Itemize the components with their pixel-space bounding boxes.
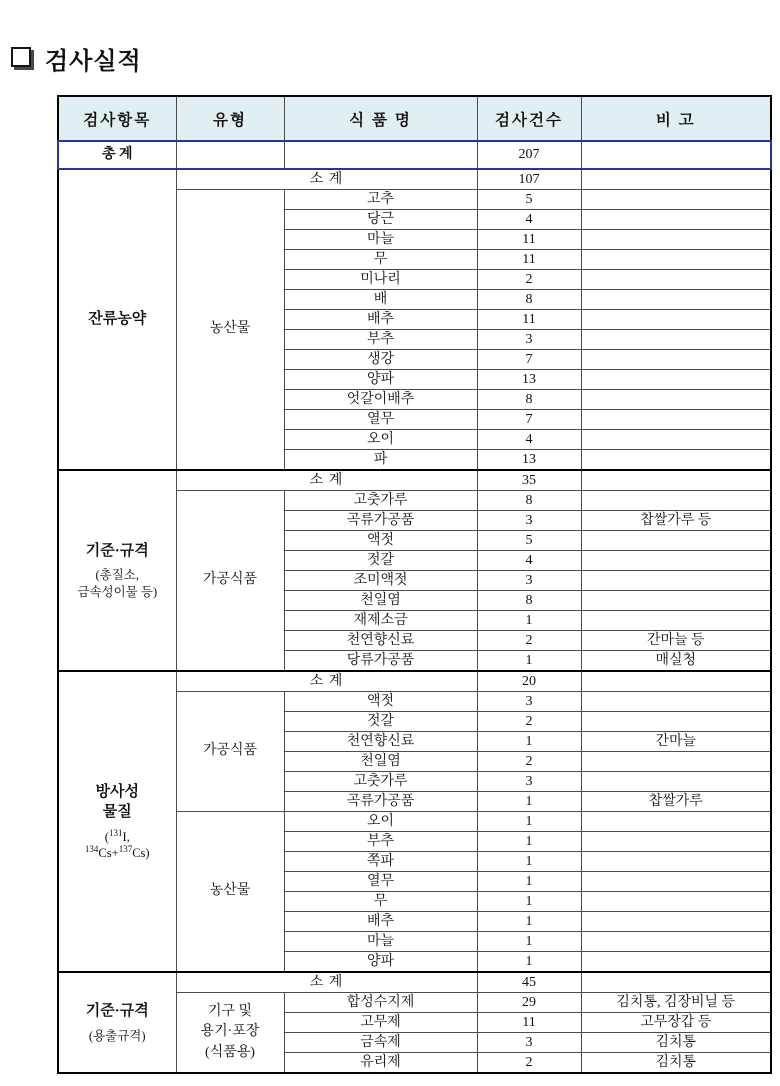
food-name-cell: 당류가공품 (284, 651, 477, 672)
inspection-count-cell: 8 (477, 390, 581, 410)
food-name-cell: 오이 (284, 812, 477, 832)
inspection-count-cell: 5 (477, 190, 581, 210)
inspection-count-cell: 1 (477, 892, 581, 912)
table-header (58, 96, 771, 141)
empty-food-cell (284, 141, 477, 169)
item-main-label (59, 541, 176, 561)
item-sub-label (59, 1028, 176, 1044)
remark-cell (581, 712, 771, 732)
empty-note-cell (581, 470, 771, 491)
table-body (58, 141, 771, 1073)
remark-cell: 찹쌀가루 등 (581, 511, 771, 531)
item-main-line: 잔류농약 (88, 311, 147, 328)
remark-cell (581, 270, 771, 290)
inspection-count-cell: 3 (477, 330, 581, 350)
remark-cell: 김치통, 김장비닐 등 (581, 993, 771, 1013)
inspection-count-cell: 1 (477, 912, 581, 932)
remark-cell (581, 410, 771, 430)
food-name-cell: 미나리 (284, 270, 477, 290)
food-name-cell: 생강 (284, 350, 477, 370)
inspection-count-cell: 1 (477, 832, 581, 852)
item-sub-line: (용출규격) (88, 1028, 146, 1043)
food-type-cell (176, 692, 284, 812)
remark-cell (581, 892, 771, 912)
inspection-count-cell: 8 (477, 591, 581, 611)
section-subtotal-row (58, 671, 771, 692)
remark-cell (581, 952, 771, 973)
inspection-count-cell: 1 (477, 611, 581, 631)
inspection-count-cell: 13 (477, 370, 581, 390)
empty-type-cell (176, 141, 284, 169)
food-name-cell: 금속제 (284, 1033, 477, 1053)
inspection-count-cell: 3 (477, 571, 581, 591)
inspection-count-cell: 11 (477, 250, 581, 270)
food-name-cell: 오이 (284, 430, 477, 450)
inspection-count-cell: 3 (477, 1033, 581, 1053)
food-name-cell: 고춧가루 (284, 491, 477, 511)
inspection-count-cell: 4 (477, 430, 581, 450)
food-type-line: 가공식품 (202, 572, 258, 588)
column-header-1: 유형 (176, 96, 284, 141)
food-name-cell: 배 (284, 290, 477, 310)
item-sub-line: 금속성이물 등) (77, 584, 158, 599)
remark-cell (581, 692, 771, 712)
remark-cell (581, 190, 771, 210)
inspection-count-cell: 8 (477, 290, 581, 310)
remark-cell: 고무장갑 등 (581, 1013, 771, 1033)
inspection-count-cell: 11 (477, 1013, 581, 1033)
inspection-count-cell: 1 (477, 812, 581, 832)
food-name-cell: 배추 (284, 912, 477, 932)
subtotal-label: 소 계 (176, 671, 477, 692)
empty-note-cell (581, 972, 771, 993)
grand-total-count: 207 (477, 141, 581, 169)
document-title (11, 41, 142, 76)
food-name-cell: 유리제 (284, 1053, 477, 1074)
square-bullet-icon (11, 47, 31, 67)
inspection-count-cell: 2 (477, 712, 581, 732)
food-type-line: (식품용) (205, 1044, 255, 1060)
food-name-cell: 무 (284, 250, 477, 270)
inspection-count-cell: 3 (477, 692, 581, 712)
food-type-line: 용기·포장 (200, 1024, 260, 1040)
food-name-cell: 무 (284, 892, 477, 912)
remark-cell (581, 591, 771, 611)
food-name-cell: 쪽파 (284, 852, 477, 872)
remark-cell (581, 210, 771, 230)
food-name-cell: 파 (284, 450, 477, 471)
food-name-cell: 곡류가공품 (284, 792, 477, 812)
inspection-count-cell: 11 (477, 310, 581, 330)
isotope-superscript: 131 (108, 827, 123, 838)
remark-cell: 찹쌀가루 (581, 792, 771, 812)
food-type-cell (176, 491, 284, 672)
remark-cell (581, 230, 771, 250)
remark-cell: 간마늘 (581, 732, 771, 752)
remark-cell (581, 430, 771, 450)
remark-cell (581, 330, 771, 350)
remark-cell: 김치통 (581, 1053, 771, 1074)
item-sub-line: $^{134}$Cs+$^{137}$Cs) (84, 843, 150, 860)
inspection-count-cell: 1 (477, 852, 581, 872)
food-name-cell: 액젓 (284, 531, 477, 551)
inspection-count-cell: 4 (477, 210, 581, 230)
inspection-count-cell: 11 (477, 230, 581, 250)
section-subtotal-row (58, 470, 771, 491)
inspection-item-cell (58, 169, 176, 470)
empty-note-cell (581, 141, 771, 169)
inspection-item-cell (58, 470, 176, 671)
food-name-cell: 합성수지제 (284, 993, 477, 1013)
inspection-count-cell: 1 (477, 872, 581, 892)
subtotal-count: 20 (477, 671, 581, 692)
remark-cell (581, 912, 771, 932)
remark-cell (581, 551, 771, 571)
remark-cell (581, 531, 771, 551)
food-name-cell: 고무제 (284, 1013, 477, 1033)
column-header-0: 검사항목 (58, 96, 176, 141)
remark-cell (581, 390, 771, 410)
inspection-item-cell (58, 671, 176, 972)
inspection-count-cell: 7 (477, 350, 581, 370)
subtotal-label: 소 계 (176, 470, 477, 491)
item-main-line: 물질 (102, 804, 132, 821)
inspection-results-table (57, 95, 772, 1074)
page-title: 검사실적 (45, 49, 142, 75)
isotope-superscript: 134 (84, 843, 99, 854)
remark-cell: 간마늘 등 (581, 631, 771, 651)
food-name-cell: 천일염 (284, 591, 477, 611)
section-subtotal-row (58, 972, 771, 993)
item-sub-label (59, 829, 176, 862)
header-row (58, 96, 771, 141)
remark-cell (581, 491, 771, 511)
food-name-cell: 천연향신료 (284, 631, 477, 651)
item-sub-line: (총질소, (95, 568, 139, 583)
food-type-line: 농산물 (209, 321, 251, 337)
food-name-cell: 재제소금 (284, 611, 477, 631)
remark-cell (581, 872, 771, 892)
remark-cell (581, 852, 771, 872)
inspection-count-cell: 1 (477, 952, 581, 973)
remark-cell (581, 812, 771, 832)
subtotal-label: 소 계 (176, 972, 477, 993)
subtotal-count: 35 (477, 470, 581, 491)
item-sub-line: ($^{131}$I, (104, 827, 130, 844)
food-type-cell (176, 993, 284, 1074)
food-name-cell: 열무 (284, 872, 477, 892)
remark-cell (581, 290, 771, 310)
food-type-line: 가공식품 (202, 743, 258, 759)
food-name-cell: 양파 (284, 370, 477, 390)
item-main-label (59, 782, 176, 823)
remark-cell: 매실청 (581, 651, 771, 672)
isotope-superscript: 137 (118, 843, 133, 854)
food-name-cell: 엇갈이배추 (284, 390, 477, 410)
inspection-count-cell: 1 (477, 932, 581, 952)
item-main-line: 기준·규격 (85, 1003, 149, 1020)
inspection-count-cell: 7 (477, 410, 581, 430)
food-type-cell (176, 812, 284, 973)
inspection-count-cell: 8 (477, 491, 581, 511)
food-name-cell: 배추 (284, 310, 477, 330)
inspection-count-cell: 2 (477, 752, 581, 772)
inspection-count-cell: 3 (477, 511, 581, 531)
grand-total-row (58, 141, 771, 169)
inspection-count-cell: 2 (477, 270, 581, 290)
inspection-item-cell (58, 972, 176, 1073)
food-type-cell (176, 190, 284, 471)
item-main-label (59, 309, 176, 329)
food-name-cell: 젓갈 (284, 551, 477, 571)
inspection-count-cell: 4 (477, 551, 581, 571)
remark-cell (581, 752, 771, 772)
remark-cell (581, 772, 771, 792)
inspection-count-cell: 1 (477, 651, 581, 672)
remark-cell (581, 310, 771, 330)
empty-note-cell (581, 671, 771, 692)
section-subtotal-row (58, 169, 771, 190)
remark-cell (581, 611, 771, 631)
food-type-line: 농산물 (209, 883, 251, 899)
food-name-cell: 양파 (284, 952, 477, 973)
remark-cell (581, 350, 771, 370)
food-name-cell: 부추 (284, 330, 477, 350)
remark-cell (581, 450, 771, 471)
column-header-3: 검사건수 (477, 96, 581, 141)
subtotal-count: 107 (477, 169, 581, 190)
inspection-count-cell: 29 (477, 993, 581, 1013)
food-name-cell: 젓갈 (284, 712, 477, 732)
inspection-count-cell: 2 (477, 631, 581, 651)
inspection-count-cell: 1 (477, 732, 581, 752)
food-name-cell: 고춧가루 (284, 772, 477, 792)
food-name-cell: 액젓 (284, 692, 477, 712)
grand-total-label: 총 계 (58, 141, 176, 169)
food-name-cell: 부추 (284, 832, 477, 852)
remark-cell (581, 571, 771, 591)
item-main-label (59, 1001, 176, 1021)
food-type-line: 기구 및 (207, 1004, 253, 1020)
item-main-line: 기준·규격 (85, 543, 149, 560)
inspection-count-cell: 2 (477, 1053, 581, 1074)
food-name-cell: 조미액젓 (284, 571, 477, 591)
item-main-line: 방사성 (95, 784, 139, 800)
food-name-cell: 고추 (284, 190, 477, 210)
remark-cell: 김치통 (581, 1033, 771, 1053)
food-name-cell: 열무 (284, 410, 477, 430)
remark-cell (581, 932, 771, 952)
subtotal-label: 소 계 (176, 169, 477, 190)
inspection-count-cell: 1 (477, 792, 581, 812)
empty-note-cell (581, 169, 771, 190)
inspection-count-cell: 5 (477, 531, 581, 551)
item-sub-label (59, 567, 176, 600)
food-name-cell: 당근 (284, 210, 477, 230)
column-header-4: 비 고 (581, 96, 771, 141)
inspection-count-cell: 3 (477, 772, 581, 792)
food-name-cell: 마늘 (284, 230, 477, 250)
remark-cell (581, 370, 771, 390)
food-name-cell: 곡류가공품 (284, 511, 477, 531)
food-name-cell: 천연향신료 (284, 732, 477, 752)
subtotal-count: 45 (477, 972, 581, 993)
remark-cell (581, 250, 771, 270)
inspection-count-cell: 13 (477, 450, 581, 471)
column-header-2: 식 품 명 (284, 96, 477, 141)
food-name-cell: 천일염 (284, 752, 477, 772)
remark-cell (581, 832, 771, 852)
food-name-cell: 마늘 (284, 932, 477, 952)
